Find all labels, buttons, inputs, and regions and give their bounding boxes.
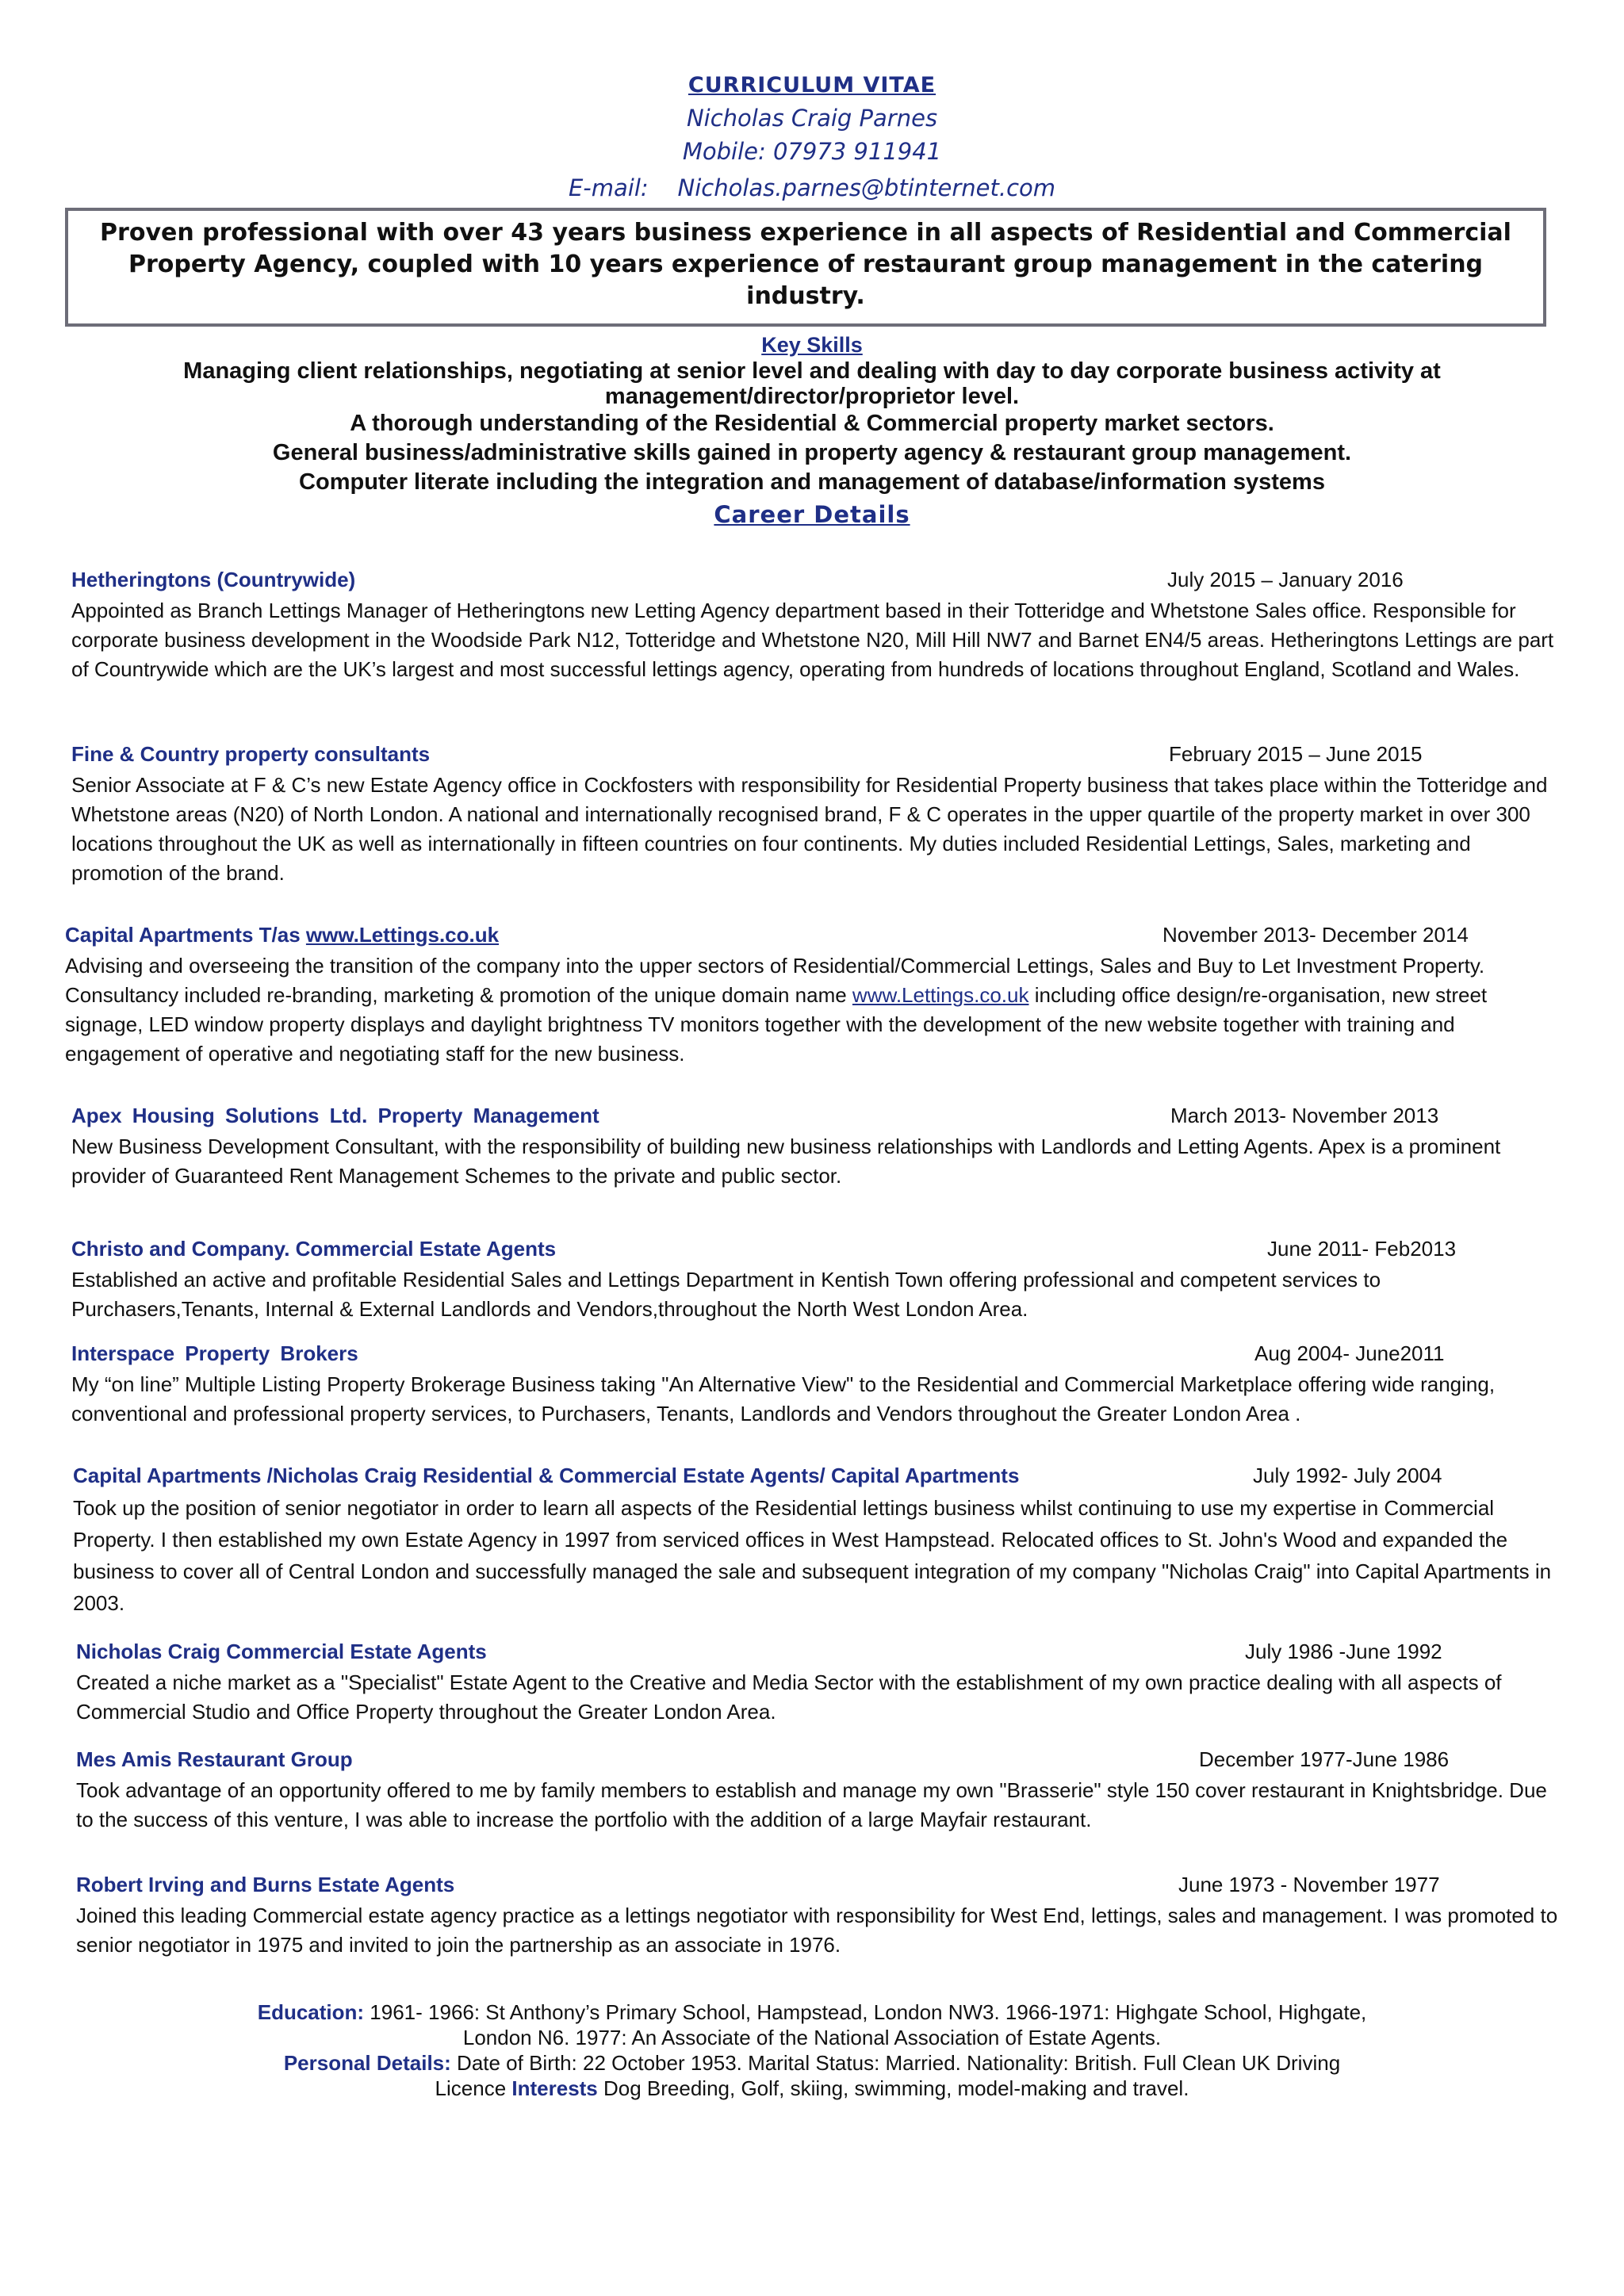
cv-title: CURRICULUM VITAE [688, 73, 936, 98]
job-entry [71, 568, 1554, 684]
job-entry [71, 1104, 1554, 1191]
job-title: Christo and Company. Commercial Estate Agents [71, 1237, 557, 1261]
job-date: December 1977-June 1986 [1199, 1747, 1450, 1771]
job-date: July 1992- July 2004 [1253, 1464, 1442, 1487]
skill-line: management/director/proprietor level. [604, 384, 1020, 409]
job-title: Apex Housing Solutions Ltd. Property Management [71, 1104, 599, 1127]
job-description-part: including office design/re-organisation, new street signage, LED window property displays and daylight brightness TV monitors together with the development of the new website together with training and engagement of operative and negotiating staff for the new business. [65, 983, 1488, 1066]
job-entry [73, 1464, 1556, 1619]
education-text: 1961- 1966: St Anthony’s Primary School, Hampstead, London NW3. 1966-1971: Highgate School, Highgate, [364, 2000, 1367, 2024]
job-date: Aug 2004- June2011 [1254, 1341, 1445, 1365]
email-address: Nicholas.parnes@btinternet.com [677, 174, 1056, 201]
job-entry [71, 742, 1554, 888]
interests-text: Dog Breeding, Golf, skiing, swimming, model-making and travel. [597, 2076, 1189, 2100]
job-description: Appointed as Branch Lettings Manager of Hetheringtons new Letting Agency department based in their Totteridge and Whetstone Sales office. Responsible for corporate business development in the Woodside Park N12, Totteridge and Whetstone N20, Mill Hill NW7 and Barnet EN4/5 areas. Hetheringtons Lettings are part of Countrywide which are the UK’s largest and most successful lettings agency, operating from hundreds of locations throughout England, Scotland and Wales. [71, 599, 1554, 681]
job-title: Fine & Country property consultants [71, 742, 431, 766]
job-title [65, 923, 499, 947]
job-entry [76, 1747, 1559, 1835]
job-entry [76, 1873, 1559, 1960]
job-title: Robert Irving and Burns Estate Agents [76, 1873, 455, 1896]
job-description: Took up the position of senior negotiator in order to learn all aspects of the Residential lettings business whilst continuing to use my expertise in Commercial Property. I then established my own Estate Agency in 1997 from serviced offices in West Hampstead. Relocated offices to St. John's Wood and expanded the business to cover all of Central London and successfully managed the sale and subsequent integration of my company "Nicholas Craig" into Capital Apartments in 2003. [73, 1496, 1552, 1615]
job-date: March 2013- November 2013 [1170, 1104, 1439, 1127]
job-description: Took advantage of an opportunity offered to me by family members to establish and manage my own "Brasserie" style 150 cover restaurant in Knightsbridge. Due to the success of this venture, I was able to increase the portfolio with the addition of a large Mayfair restaurant. [76, 1778, 1547, 1831]
skill-line: A thorough understanding of the Residential & Commercial property market sectors. [350, 411, 1274, 436]
candidate-name: Nicholas Craig Parnes [686, 105, 938, 132]
job-description: Created a niche market as a "Specialist" Estate Agent to the Creative and Media Sector with the establishment of my own practice dealing with all aspects of Commercial Studio and Office Property throughout the Greater London Area. [76, 1670, 1502, 1724]
personal-line [159, 2050, 1465, 2076]
job-description: Established an active and profitable Residential Sales and Lettings Department in Kentish Town offering professional and competent services to Purchasers,Tenants, Internal & External Landlords and Vendors,throughout the North West London Area. [71, 1268, 1381, 1321]
personal-details-label: Personal Details: [283, 2051, 451, 2075]
email-line [0, 174, 1624, 201]
job-date: June 1973 - November 1977 [1178, 1873, 1440, 1896]
description-link[interactable]: www.Lettings.co.uk [852, 983, 1029, 1007]
job-date: November 2013- December 2014 [1162, 923, 1469, 947]
job-description: Senior Associate at F & C’s new Estate Agency office in Cockfosters with responsibility for Residential Property business that takes place within the Totteridge and Whetstone areas (N20) of North London. A national and internationally recognised brand, F & C operates in the upper quartile of the property market in over 300 locations throughout the UK as well as internationally in fifteen countries on four continents. My duties included Residential Lettings, Sales, marketing and promotion of the brand. [71, 773, 1548, 885]
job-entry [65, 923, 1554, 1069]
job-description [65, 951, 1554, 1069]
job-description: New Business Development Consultant, with the responsibility of building new business relationships with Landlords and Letting Agents. Apex is a prominent provider of Guaranteed Rent Management Schemes to the private and public sector. [71, 1135, 1501, 1188]
job-date: July 1986 -June 1992 [1245, 1640, 1442, 1663]
job-title: Capital Apartments /Nicholas Craig Residential & Commercial Estate Agents/ Capital Apartments [73, 1464, 1020, 1487]
personal-details-text: Date of Birth: 22 October 1953. Marital Status: Married. Nationality: British. Full Clean UK Driving [450, 2051, 1341, 2075]
career-details-heading: Career Details [714, 501, 910, 528]
job-description: My “on line” Multiple Listing Property Brokerage Business taking "An Alternative View" to the Residential and Commercial Marketplace offering wide ranging, conventional and professional property services, to Purchasers, Tenants, Landlords and Vendors throughout the Greater London Area . [71, 1372, 1496, 1425]
job-date: July 2015 – January 2016 [1167, 568, 1404, 591]
personal-line [159, 2076, 1465, 2101]
skill-line: General business/administrative skills gained in property agency & restaurant group management. [272, 440, 1352, 465]
job-title-link[interactable]: www.Lettings.co.uk [305, 923, 500, 947]
education-section [159, 1999, 1465, 2101]
job-title: Hetheringtons (Countrywide) [71, 568, 356, 591]
email-label: E-mail: [568, 174, 649, 201]
job-description: Joined this leading Commercial estate agency practice as a lettings negotiator with responsibility for West End, lettings, sales and management. I was promoted to senior negotiator in 1975 and invited to join the partnership as an associate in 1976. [76, 1904, 1558, 1957]
interests-label: Interests [511, 2076, 598, 2100]
education-label: Education: [257, 2000, 365, 2024]
job-title-text: Capital Apartments T/as [65, 923, 301, 947]
job-title: Mes Amis Restaurant Group [76, 1747, 353, 1771]
skill-line: Computer literate including the integration and management of database/information systems [299, 469, 1325, 495]
job-date: June 2011- Feb2013 [1267, 1237, 1457, 1261]
education-line [159, 1999, 1465, 2025]
mobile-number: Mobile: 07973 911941 [682, 138, 942, 165]
job-title: Interspace Property Brokers [71, 1341, 358, 1365]
summary-box: Proven professional with over 43 years business experience in all aspects of Residential and Commercial Property Agency, coupled with 10 years experience of restaurant group management in the catering industry. [65, 208, 1546, 327]
job-date: February 2015 – June 2015 [1169, 742, 1423, 766]
job-description-part: Advising and overseeing the transition of the company into the upper sectors of Residential/Commercial Lettings, Sales and Buy to Let Investment Property. Consultancy included re-branding, marketing & promotion of the unique domain name [65, 954, 1485, 1007]
job-entry [71, 1341, 1554, 1429]
education-line: London N6. 1977: An Associate of the National Association of Estate Agents. [462, 2026, 1162, 2049]
job-entry [71, 1237, 1554, 1324]
job-entry [76, 1640, 1559, 1727]
personal-details-text: Licence [435, 2076, 512, 2100]
skill-line: Managing client relationships, negotiating at senior level and dealing with day to day corporate business activity at [183, 358, 1441, 384]
key-skills-heading: Key Skills [761, 333, 863, 357]
job-title: Nicholas Craig Commercial Estate Agents [76, 1640, 487, 1663]
